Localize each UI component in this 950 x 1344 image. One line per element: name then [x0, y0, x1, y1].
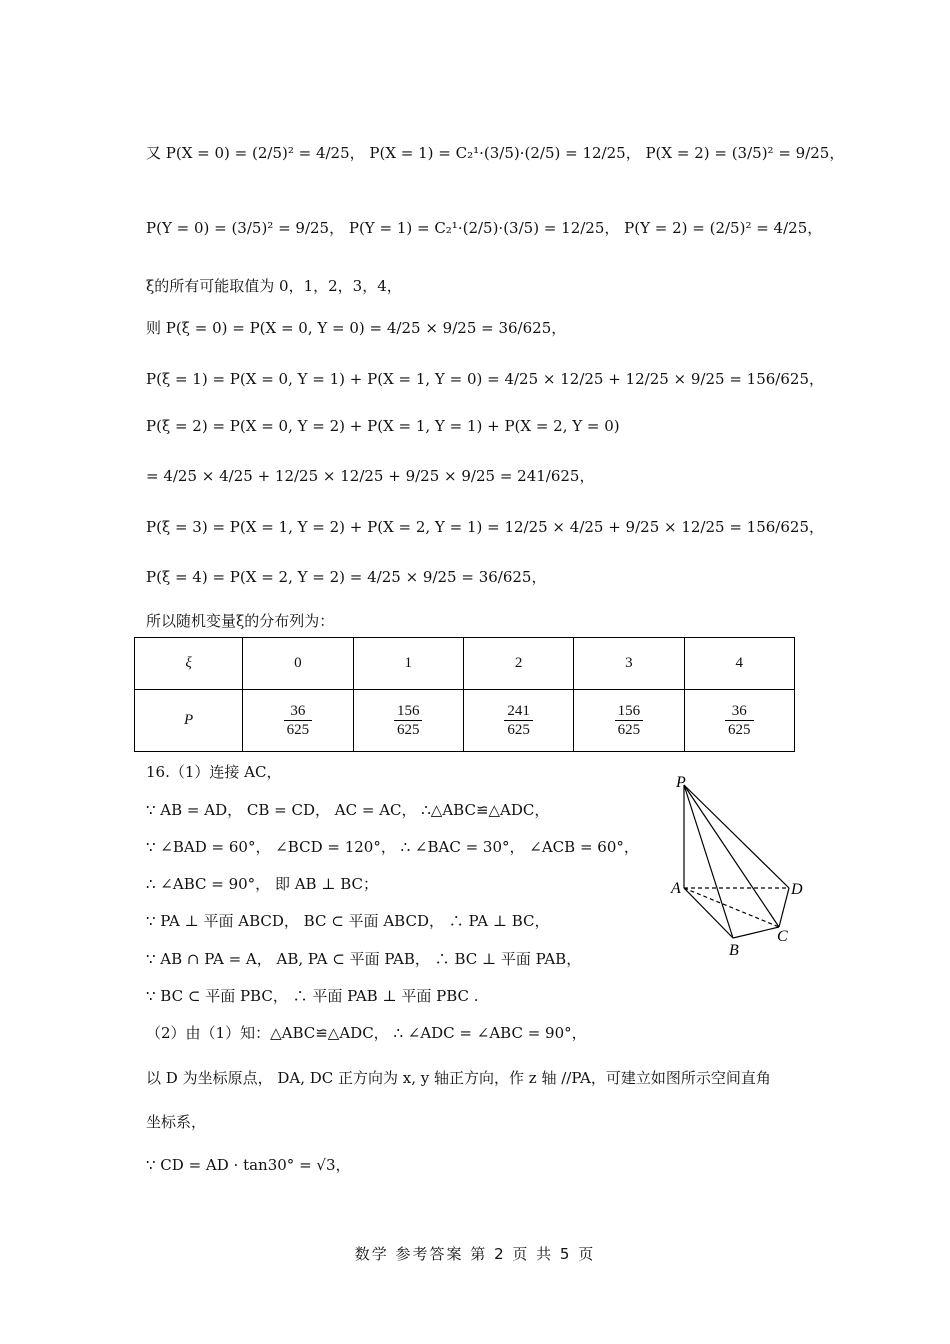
table-header-cell: 3: [574, 638, 684, 690]
table-header-xi: ξ: [135, 638, 243, 690]
table-row: [135, 690, 795, 752]
cd-length-line: ∵ CD = AD · tan30° = √3，: [146, 1156, 351, 1174]
edge-pc: [684, 785, 779, 927]
table-header-cell: 1: [353, 638, 463, 690]
table-cell: [353, 690, 463, 752]
table-cell: [243, 690, 353, 752]
label-b: B: [729, 942, 739, 959]
edge-bc: [733, 927, 779, 938]
proof-line-1: ∵ AB = AD， CB = CD， AC = AC， ∴△ABC≌△ADC，: [146, 801, 550, 819]
numerator: 36: [284, 702, 313, 721]
numerator: 241: [504, 702, 533, 721]
proof-line-2: ∵ ∠BAD = 60°， ∠BCD = 120°， ∴ ∠BAC = 30°， ∠ACB = 60°，: [146, 838, 639, 856]
fraction: [504, 702, 533, 739]
proof-line-6: ∵ BC ⊂ 平面 PBC， ∴ 平面 PAB ⊥ 平面 PBC .: [146, 987, 479, 1005]
page-footer: 数学 参考答案 第 2 页 共 5 页: [354, 1245, 596, 1263]
numerator: 36: [725, 702, 754, 721]
denominator: 625: [728, 722, 751, 738]
table-row-label: P: [135, 690, 243, 752]
denominator: 625: [617, 722, 641, 738]
table-header-cell: 4: [684, 638, 794, 690]
table-header-cell: 2: [463, 638, 573, 690]
label-d: D: [791, 881, 803, 898]
xi-2-value-line: = 4/25 × 4/25 + 12/25 × 12/25 + 9/25 × 9/25 = 241/625，: [146, 467, 595, 485]
coordinate-setup-line-2: 坐标系，: [146, 1113, 207, 1131]
denominator: 625: [507, 722, 530, 738]
prob-y-line: P(Y = 0) = (3/5)² = 9/25， P(Y = 1) = C₂¹·(2/5)·(3/5) = 12/25， P(Y = 2) = (2/5)² = 4/25，: [146, 219, 823, 237]
edge-ac-hidden: [684, 888, 779, 927]
xi-values-line: ξ的所有可能取值为 0，1，2，3，4，: [146, 277, 402, 295]
prob-x-line: 又 P(X = 0) = (2/5)² = 4/25， P(X = 1) = C₂¹·(3/5)·(2/5) = 12/25， P(X = 2) = (3/5)² = 9/25，: [146, 144, 845, 162]
table-cell: [574, 690, 684, 752]
table-cell: [463, 690, 573, 752]
denominator: 625: [286, 722, 310, 738]
label-a: A: [671, 880, 681, 897]
proof-line-3: ∴ ∠ABC = 90°， 即 AB ⊥ BC；: [146, 875, 378, 893]
fraction: [725, 702, 754, 739]
proof-line-4: ∵ PA ⊥ 平面 ABCD， BC ⊂ 平面 ABCD， ∴ PA ⊥ BC，: [146, 912, 550, 930]
table-header-cell: 0: [243, 638, 353, 690]
edge-ab: [684, 888, 733, 938]
xi-0-line: 则 P(ξ = 0) = P(X = 0, Y = 0) = 4/25 × 9/25 = 36/625，: [146, 319, 567, 337]
pyramid-figure: [660, 770, 820, 965]
xi-3-line: P(ξ = 3) = P(X = 1, Y = 2) + P(X = 2, Y = 1) = 12/25 × 4/25 + 9/25 × 12/25 = 156/625，: [146, 518, 824, 536]
xi-2-line: P(ξ = 2) = P(X = 0, Y = 2) + P(X = 1, Y = 1) + P(X = 2, Y = 0): [146, 417, 620, 435]
numerator: 156: [615, 702, 644, 721]
q16-part1-heading: 16.（1）连接 AC，: [146, 763, 282, 781]
proof-line-5: ∵ AB ∩ PA = A， AB, PA ⊂ 平面 PAB， ∴ BC ⊥ 平面 PAB，: [146, 950, 582, 968]
xi-1-line: P(ξ = 1) = P(X = 0, Y = 1) + P(X = 1, Y = 0) = 4/25 × 12/25 + 12/25 × 9/25 = 156/625，: [146, 370, 824, 388]
fraction: [615, 702, 644, 739]
table-cell: [684, 690, 794, 752]
edge-pd: [684, 785, 789, 888]
table-header-row: [135, 638, 795, 690]
coordinate-setup-line: 以 D 为坐标原点， DA, DC 正方向为 x, y 轴正方向，作 z 轴 //PA，可建立如图所示空间直角: [146, 1069, 771, 1087]
distribution-table: [134, 637, 795, 752]
xi-4-line: P(ξ = 4) = P(X = 2, Y = 2) = 4/25 × 9/25 = 36/625，: [146, 568, 547, 586]
label-p: P: [676, 774, 686, 791]
fraction: [394, 702, 423, 739]
q16-part2-line: （2）由（1）知：△ABC≌△ADC， ∴ ∠ADC = ∠ABC = 90°，: [146, 1024, 587, 1042]
label-c: C: [777, 928, 788, 945]
numerator: 156: [394, 702, 423, 721]
distribution-intro: 所以随机变量ξ的分布列为：: [146, 612, 335, 630]
edge-pb: [684, 785, 733, 938]
edge-cd: [779, 888, 789, 927]
denominator: 625: [396, 722, 420, 738]
fraction: [284, 702, 313, 739]
